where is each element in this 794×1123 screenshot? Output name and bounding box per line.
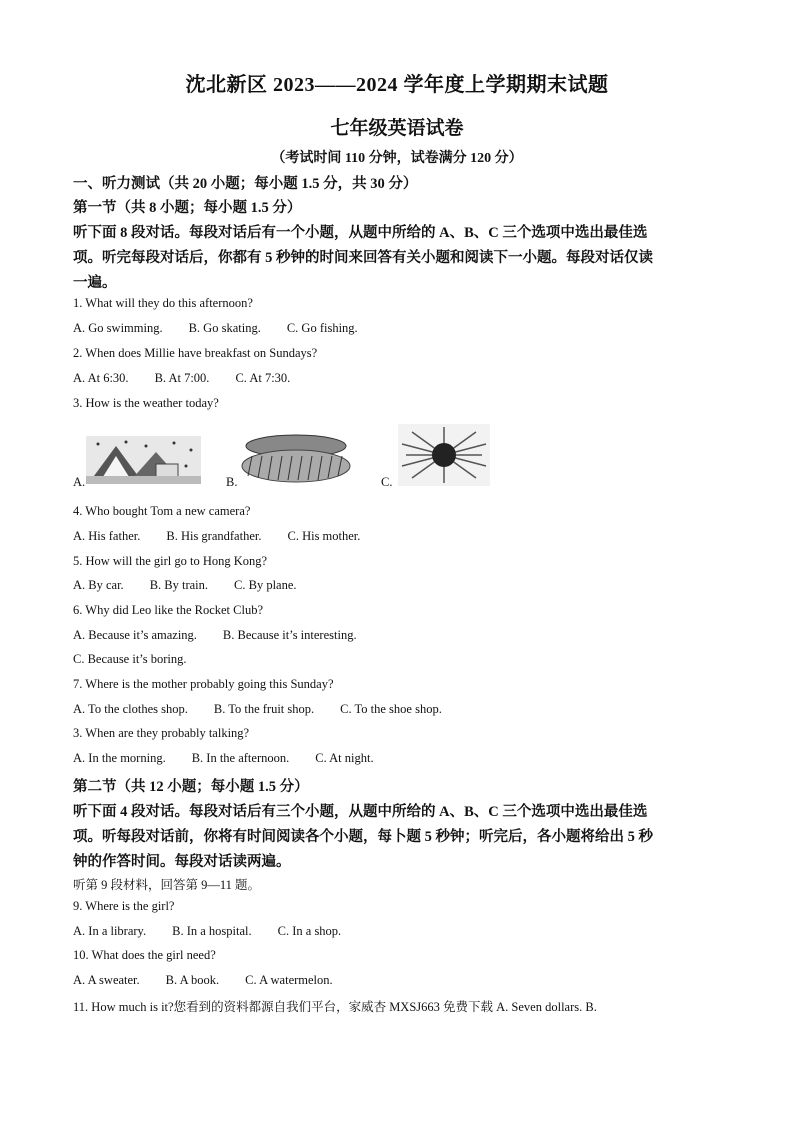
question-10-options	[73, 973, 359, 988]
option-b: B. To the fruit shop.	[213, 702, 315, 716]
option-b: B. By train.	[149, 578, 209, 592]
option-c: C. His mother.	[287, 529, 361, 543]
question-8: 3. When are they probably talking?	[73, 726, 250, 740]
question-8-options	[73, 751, 400, 766]
question-7-options	[73, 702, 468, 717]
option-c: C. Go fishing.	[286, 321, 358, 335]
sun-icon	[398, 424, 490, 486]
listen-9-instruction: 听第 9 段材料，回答第 9—11 题。	[73, 878, 261, 892]
pic-label-a: A.	[73, 475, 86, 489]
pic-label-b: B.	[226, 475, 238, 489]
question-2: 2. When does Millie have breakfast on Sundays?	[73, 346, 318, 360]
question-2-options	[73, 371, 316, 386]
question-4: 4. Who bought Tom a new camera?	[73, 504, 251, 518]
rain-cloud-icon	[240, 432, 352, 484]
option-a: A. In a library.	[73, 924, 147, 938]
question-3: 3. How is the weather today?	[73, 396, 219, 410]
section1-instruction-3: 一遍。	[73, 275, 117, 291]
section2-instruction-2: 项。听每段对话前，你将有时间阅读各个小题，每卜题 5 秒钟；听完后，各小题将给出 5 秒	[73, 829, 653, 845]
question-4-options	[73, 529, 386, 544]
option-b: B. At 7:00.	[154, 371, 210, 385]
section1-instruction-1: 听下面 8 段对话。每段对话后有一个小题，从题中所给的 A、B、C 三个选项中选出最佳选	[73, 225, 648, 241]
section2-instruction-1: 听下面 4 段对话。每段对话后有三个小题，从题中所给的 A、B、C 三个选项中选出最佳选	[73, 804, 648, 820]
question-5-options	[73, 578, 323, 593]
exam-info: （考试时间 110 分钟，试卷满分 120 分）	[271, 151, 523, 166]
section2-instruction-3: 钟的作答时间。每段对话读两遍。	[73, 854, 291, 870]
option-c: C. At night.	[315, 751, 374, 765]
snow-scene-icon	[86, 436, 201, 484]
exam-title: 沈北新区 2023——2024 学年度上学期期末试题	[185, 74, 609, 96]
question-1: 1. What will they do this afternoon?	[73, 296, 253, 310]
option-a: A. To the clothes shop.	[73, 702, 188, 716]
section2-heading: 第二节（共 12 小题；每小题 1.5 分）	[73, 779, 309, 795]
option-b: B. In a hospital.	[172, 924, 252, 938]
option-c: C. A watermelon.	[245, 973, 333, 987]
option-c: C. In a shop.	[277, 924, 342, 938]
option-b: B. A book.	[165, 973, 220, 987]
option-a: A. At 6:30.	[73, 371, 129, 385]
exam-subtitle: 七年级英语试卷	[330, 118, 464, 139]
question-11: 11. How much is it?您看到的资料都源自我们平台，家威杏 MXSJ663 免费下载 A. Seven dollars. B.	[73, 1000, 597, 1014]
section1-heading: 第一节（共 8 小题；每小题 1.5 分）	[73, 200, 302, 216]
option-c: C. At 7:30.	[235, 371, 291, 385]
question-9: 9. Where is the girl?	[73, 899, 175, 913]
option-a: A. His father.	[73, 529, 141, 543]
pic-label-c: C.	[381, 475, 393, 489]
option-a: A. A sweater.	[73, 973, 140, 987]
question-9-options	[73, 924, 367, 939]
question-5: 5. How will the girl go to Hong Kong?	[73, 554, 268, 568]
question-7: 7. Where is the mother probably going this Sunday?	[73, 677, 334, 691]
option-b: B. His grandfather.	[166, 529, 262, 543]
option-b: B. Because it’s interesting.	[222, 628, 357, 642]
option-a: A. Go swimming.	[73, 321, 163, 335]
question-6-options	[73, 628, 383, 643]
option-a: A. Because it’s amazing.	[73, 628, 197, 642]
option-c: C. By plane.	[234, 578, 297, 592]
part1-heading: 一、听力测试（共 20 小题；每小题 1.5 分，共 30 分）	[73, 176, 418, 192]
option-c: C. To the shoe shop.	[340, 702, 442, 716]
option-b: B. In the afternoon.	[191, 751, 290, 765]
option-a: A. In the morning.	[73, 751, 166, 765]
question-1-options	[73, 321, 384, 336]
question-6: 6. Why did Leo like the Rocket Club?	[73, 603, 264, 617]
question-6-option-c: C. Because it’s boring.	[73, 652, 187, 666]
option-a: A. By car.	[73, 578, 124, 592]
section1-instruction-2: 项。听完每段对话后，你都有 5 秒钟的时间来回答有关小题和阅读下一小题。每段对话仅读	[73, 250, 653, 266]
option-b: B. Go skating.	[188, 321, 261, 335]
question-10: 10. What does the girl need?	[73, 948, 216, 962]
